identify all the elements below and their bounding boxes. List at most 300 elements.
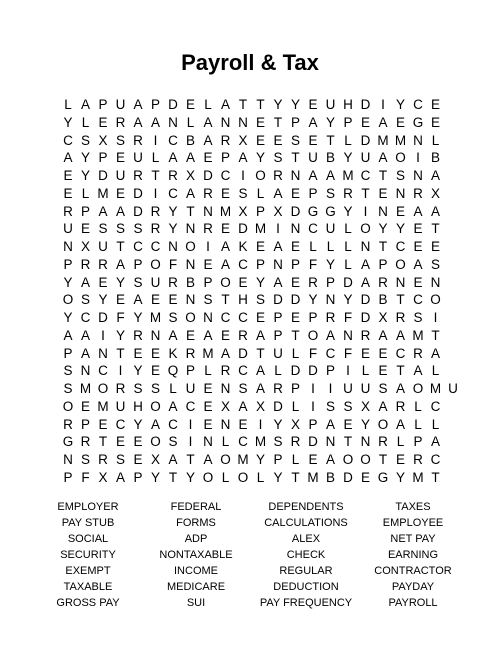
grid-letter: N: [273, 256, 283, 272]
grid-letter: E: [290, 274, 300, 290]
grid-letter: U: [273, 345, 283, 361]
grid-letter: A: [325, 168, 335, 183]
grid-letter: A: [238, 398, 248, 414]
grid-letter: I: [241, 168, 245, 183]
grid-letter: I: [206, 239, 210, 254]
grid-letter: B: [185, 274, 195, 290]
grid-letter: D: [98, 168, 108, 183]
grid-letter: C: [220, 168, 231, 183]
grid-letter: A: [203, 452, 213, 467]
grid-letter: N: [168, 239, 178, 254]
grid-row: [0, 274, 500, 291]
grid-letter: Y: [343, 292, 353, 308]
word-list-item: NET PAY: [390, 533, 436, 545]
grid-letter: E: [115, 150, 125, 166]
grid-letter: E: [150, 345, 160, 361]
grid-letter: R: [115, 114, 126, 130]
grid-letter: S: [80, 132, 90, 148]
grid-letter: S: [255, 292, 265, 308]
grid-letter: L: [431, 363, 440, 379]
grid-letter: R: [115, 381, 126, 396]
grid-letter: Y: [255, 150, 265, 166]
grid-letter: A: [360, 256, 370, 272]
grid-letter: A: [273, 185, 283, 201]
grid-letter: E: [150, 363, 160, 379]
grid-letter: P: [150, 97, 160, 112]
grid-letter: R: [395, 310, 406, 325]
grid-letter: A: [325, 327, 335, 343]
grid-letter: N: [203, 310, 213, 325]
grid-letter: P: [290, 114, 300, 130]
grid-letter: E: [63, 168, 73, 183]
grid-letter: P: [80, 203, 90, 219]
grid-letter: U: [115, 97, 126, 112]
grid-letter: D: [308, 434, 318, 450]
grid-letter: A: [150, 114, 160, 130]
word-list-item: ALEX: [291, 533, 321, 545]
grid-letter: O: [62, 292, 74, 308]
grid-letter: E: [98, 416, 108, 432]
grid-letter: I: [363, 203, 368, 219]
grid-letter: B: [185, 132, 195, 148]
grid-letter: E: [395, 203, 405, 219]
grid-letter: N: [185, 292, 196, 308]
grid-letter: M: [254, 434, 267, 450]
grid-letter: E: [255, 310, 265, 325]
grid-letter: O: [150, 398, 161, 414]
grid-letter: E: [80, 221, 90, 237]
grid-letter: O: [97, 381, 109, 396]
grid-letter: A: [80, 274, 90, 290]
grid-letter: I: [188, 416, 193, 432]
grid-letter: E: [395, 452, 405, 467]
grid-letter: T: [361, 185, 370, 201]
grid-letter: A: [378, 327, 388, 343]
word-list-item: SUI: [186, 597, 206, 609]
grid-letter: E: [360, 469, 370, 485]
grid-letter: U: [343, 381, 353, 396]
grid-letter: E: [203, 150, 213, 166]
grid-letter: N: [325, 434, 336, 450]
grid-row: [0, 203, 500, 220]
grid-letter: H: [343, 97, 353, 112]
grid-letter: E: [395, 114, 405, 130]
grid-letter: A: [308, 114, 318, 130]
grid-letter: R: [185, 345, 196, 361]
grid-letter: G: [377, 469, 389, 485]
grid-letter: M: [254, 221, 267, 237]
grid-letter: N: [238, 114, 248, 130]
grid-letter: X: [238, 203, 248, 219]
grid-letter: D: [133, 203, 143, 219]
grid-letter: P: [325, 363, 335, 379]
grid-letter: U: [150, 274, 161, 290]
grid-letter: L: [431, 416, 440, 432]
grid-letter: E: [238, 416, 248, 432]
grid-letter: E: [238, 274, 248, 290]
grid-letter: S: [150, 381, 160, 396]
grid-letter: R: [273, 168, 283, 183]
grid-letter: O: [150, 434, 161, 450]
grid-letter: M: [394, 132, 407, 148]
grid-letter: D: [360, 97, 371, 112]
grid-letter: P: [308, 416, 318, 432]
grid-letter: A: [185, 150, 195, 166]
grid-letter: P: [290, 381, 300, 396]
grid-letter: R: [395, 398, 406, 414]
grid-letter: S: [203, 292, 213, 308]
grid-letter: X: [290, 416, 300, 432]
grid-letter: O: [342, 452, 354, 467]
grid-row: [0, 398, 500, 415]
grid-letter: O: [62, 398, 74, 414]
grid-letter: O: [412, 381, 424, 396]
grid-letter: E: [255, 239, 265, 254]
grid-letter: D: [238, 221, 248, 237]
grid-letter: Y: [273, 416, 283, 432]
word-list-item: FEDERAL: [170, 501, 222, 513]
grid-letter: O: [395, 256, 406, 272]
grid-letter: Y: [273, 469, 283, 485]
grid-letter: A: [63, 150, 73, 166]
word-list-item: FORMS: [176, 517, 216, 529]
grid-letter: X: [273, 203, 283, 219]
grid-letter: F: [168, 256, 178, 272]
grid-letter: I: [258, 416, 263, 432]
grid-letter: Y: [290, 97, 300, 112]
grid-letter: P: [133, 469, 143, 485]
grid-letter: O: [255, 168, 266, 183]
grid-letter: X: [98, 132, 108, 148]
grid-letter: B: [430, 150, 440, 166]
grid-letter: E: [133, 434, 143, 450]
grid-letter: E: [308, 132, 318, 148]
grid-letter: Y: [133, 310, 143, 325]
grid-letter: Y: [63, 310, 73, 325]
grid-letter: E: [378, 345, 388, 361]
grid-letter: A: [220, 239, 230, 254]
grid-letter: R: [168, 168, 178, 183]
grid-letter: C: [115, 416, 126, 432]
word-list-item: CALCULATIONS: [264, 517, 348, 529]
grid-letter: C: [150, 239, 161, 254]
grid-letter: L: [221, 434, 230, 450]
grid-letter: Y: [150, 469, 160, 485]
grid-letter: E: [203, 398, 213, 414]
grid-letter: N: [220, 114, 231, 130]
grid-letter: P: [378, 256, 388, 272]
grid-letter: N: [168, 114, 178, 130]
grid-letter: M: [79, 381, 92, 396]
grid-letter: X: [238, 132, 248, 148]
grid-letter: X: [98, 469, 108, 485]
grid-letter: E: [98, 274, 108, 290]
grid-letter: T: [186, 203, 195, 219]
grid-letter: N: [80, 363, 91, 379]
grid-letter: A: [168, 398, 178, 414]
grid-letter: I: [276, 221, 280, 237]
grid-letter: S: [80, 452, 90, 467]
grid-letter: M: [97, 185, 109, 201]
grid-letter: E: [290, 310, 300, 325]
grid-letter: E: [413, 239, 423, 254]
grid-letter: A: [378, 150, 388, 166]
grid-letter: Y: [80, 168, 90, 183]
grid-letter: L: [64, 97, 72, 112]
word-list-item: EMPLOYER: [57, 501, 119, 513]
grid-row: [0, 433, 500, 450]
grid-letter: F: [116, 310, 125, 325]
grid-letter: N: [203, 203, 213, 219]
grid-letter: O: [377, 416, 389, 432]
grid-letter: S: [325, 185, 335, 201]
word-list-item: SECURITY: [60, 549, 116, 561]
word-list-item: PAYROLL: [388, 597, 438, 609]
grid-letter: Y: [325, 114, 335, 130]
grid-letter: A: [80, 327, 90, 343]
grid-letter: M: [149, 310, 162, 325]
grid-letter: N: [203, 434, 213, 450]
grid-letter: U: [448, 381, 458, 396]
grid-letter: E: [115, 434, 125, 450]
grid-letter: L: [291, 452, 300, 467]
grid-letter: Y: [308, 292, 318, 308]
grid-letter: I: [101, 327, 105, 343]
grid-letter: A: [378, 398, 388, 414]
grid-letter: A: [133, 292, 143, 308]
grid-letter: C: [430, 398, 441, 414]
grid-letter: L: [431, 132, 440, 148]
grid-letter: Y: [255, 452, 265, 467]
grid-letter: R: [290, 434, 301, 450]
grid-letter: A: [430, 203, 440, 219]
grid-letter: E: [413, 274, 423, 290]
grid-letter: P: [325, 274, 335, 290]
grid-letter: I: [328, 381, 333, 396]
grid-letter: Y: [133, 416, 143, 432]
grid-letter: R: [98, 452, 108, 467]
grid-letter: T: [378, 168, 388, 183]
grid-row: [0, 469, 500, 486]
grid-letter: U: [325, 221, 336, 237]
grid-letter: A: [325, 416, 335, 432]
grid-letter: Y: [168, 203, 178, 219]
grid-letter: A: [308, 168, 318, 183]
grid-letter: U: [115, 398, 126, 414]
grid-letter: L: [274, 363, 282, 379]
grid-letter: R: [168, 274, 178, 290]
grid-letter: S: [238, 381, 248, 396]
grid-letter: E: [63, 185, 73, 201]
grid-letter: L: [414, 398, 422, 414]
word-list-item: EARNING: [387, 549, 439, 561]
grid-letter: E: [115, 185, 125, 201]
grid-letter: S: [343, 398, 353, 414]
word-list-item: DEDUCTION: [273, 581, 339, 593]
grid-letter: E: [133, 345, 143, 361]
grid-row: [0, 345, 500, 362]
grid-letter: F: [308, 256, 318, 272]
grid-letter: A: [255, 363, 265, 379]
grid-letter: U: [115, 168, 126, 183]
grid-letter: D: [290, 203, 301, 219]
grid-letter: C: [395, 239, 406, 254]
grid-letter: R: [378, 434, 388, 450]
grid-letter: D: [98, 310, 108, 325]
grid-letter: Y: [395, 221, 405, 237]
grid-letter: E: [255, 114, 265, 130]
grid-letter: G: [307, 203, 319, 219]
grid-letter: E: [360, 345, 370, 361]
word-list-item: TAXABLE: [63, 581, 113, 593]
grid-letter: Y: [395, 97, 405, 112]
grid-letter: S: [325, 398, 335, 414]
grid-letter: N: [220, 381, 231, 396]
grid-letter: P: [273, 310, 283, 325]
grid-letter: T: [151, 168, 160, 183]
grid-letter: N: [395, 274, 406, 290]
grid-letter: M: [97, 398, 109, 414]
grid-row: [0, 362, 500, 379]
grid-letter: C: [220, 310, 231, 325]
word-list-item: ADP: [184, 533, 208, 545]
grid-letter: L: [344, 132, 352, 148]
grid-letter: T: [186, 452, 195, 467]
word-list-item: PAY FREQUENCY: [259, 597, 353, 609]
grid-letter: R: [98, 256, 108, 272]
word-list-item: EMPLOYEE: [382, 517, 444, 529]
grid-letter: P: [343, 114, 353, 130]
grid-letter: I: [118, 363, 123, 379]
grid-letter: C: [360, 168, 371, 183]
grid-letter: R: [80, 256, 91, 272]
grid-letter: O: [430, 292, 441, 308]
grid-letter: M: [219, 203, 232, 219]
grid-letter: X: [255, 398, 265, 414]
grid-letter: S: [238, 185, 248, 201]
grid-letter: D: [308, 363, 318, 379]
grid-letter: X: [185, 168, 195, 183]
grid-letter: O: [360, 452, 371, 467]
grid-letter: E: [133, 452, 143, 467]
grid-letter: L: [414, 416, 422, 432]
grid-row: [0, 291, 500, 308]
grid-letter: C: [238, 434, 248, 450]
grid-letter: I: [346, 363, 350, 379]
grid-letter: N: [150, 327, 161, 343]
grid-letter: L: [326, 239, 335, 254]
grid-letter: I: [311, 398, 315, 414]
grid-letter: U: [98, 239, 108, 254]
grid-letter: A: [150, 416, 160, 432]
grid-letter: C: [238, 256, 248, 272]
grid-letter: A: [360, 274, 370, 290]
grid-letter: C: [168, 416, 178, 432]
grid-letter: A: [203, 114, 213, 130]
grid-letter: S: [430, 256, 440, 272]
grid-letter: E: [255, 132, 265, 148]
grid-letter: E: [220, 221, 230, 237]
grid-letter: R: [413, 452, 423, 467]
grid-letter: A: [395, 381, 405, 396]
grid-letter: F: [81, 469, 90, 485]
grid-letter: L: [361, 363, 370, 379]
grid-letter: Y: [63, 274, 73, 290]
grid-letter: L: [81, 185, 90, 201]
grid-letter: N: [290, 221, 301, 237]
grid-letter: A: [255, 327, 265, 343]
grid-letter: E: [203, 416, 213, 432]
grid-letter: S: [395, 168, 405, 183]
grid-letter: S: [115, 221, 125, 237]
grid-letter: S: [133, 221, 143, 237]
grid-letter: Y: [133, 363, 143, 379]
grid-letter: A: [220, 97, 230, 112]
grid-letter: O: [220, 274, 231, 290]
grid-letter: A: [413, 203, 423, 219]
grid-letter: S: [115, 132, 125, 148]
grid-letter: F: [343, 345, 353, 361]
grid-letter: P: [63, 256, 73, 272]
grid-letter: D: [360, 292, 371, 308]
grid-letter: D: [360, 310, 371, 325]
grid-letter: T: [291, 469, 300, 485]
grid-letter: E: [430, 114, 440, 130]
grid-letter: P: [290, 256, 300, 272]
grid-letter: R: [150, 203, 161, 219]
grid-letter: P: [133, 256, 143, 272]
grid-letter: E: [430, 97, 440, 112]
grid-letter: N: [413, 132, 423, 148]
grid-row: [0, 114, 500, 131]
word-list-item: GROSS PAY: [56, 597, 120, 609]
grid-letter: A: [80, 345, 90, 361]
grid-letter: T: [116, 345, 125, 361]
grid-letter: Y: [360, 416, 370, 432]
grid-letter: N: [185, 221, 196, 237]
grid-letter: K: [168, 345, 178, 361]
grid-row: [0, 327, 500, 344]
grid-letter: Y: [325, 256, 335, 272]
grid-letter: C: [133, 239, 143, 254]
grid-letter: O: [395, 150, 406, 166]
grid-letter: U: [133, 150, 143, 166]
grid-letter: C: [308, 221, 318, 237]
grid-letter: U: [185, 381, 196, 396]
grid-letter: B: [378, 292, 388, 308]
grid-letter: R: [133, 168, 143, 183]
grid-letter: L: [309, 239, 317, 254]
grid-letter: N: [378, 203, 388, 219]
grid-letter: Y: [343, 150, 353, 166]
grid-letter: A: [63, 327, 73, 343]
grid-letter: B: [325, 150, 335, 166]
grid-letter: A: [133, 97, 143, 112]
grid-letter: R: [413, 345, 423, 361]
grid-letter: N: [413, 168, 423, 183]
grid-letter: O: [185, 239, 196, 254]
grid-letter: U: [360, 150, 371, 166]
grid-letter: E: [185, 97, 195, 112]
grid-letter: Y: [395, 469, 405, 485]
grid-letter: T: [326, 132, 335, 148]
word-list-item: EXEMPT: [65, 565, 111, 577]
grid-letter: T: [273, 114, 283, 130]
grid-letter: Y: [273, 97, 283, 112]
grid-letter: P: [185, 363, 195, 379]
grid-letter: E: [115, 292, 125, 308]
grid-letter: L: [344, 239, 352, 254]
